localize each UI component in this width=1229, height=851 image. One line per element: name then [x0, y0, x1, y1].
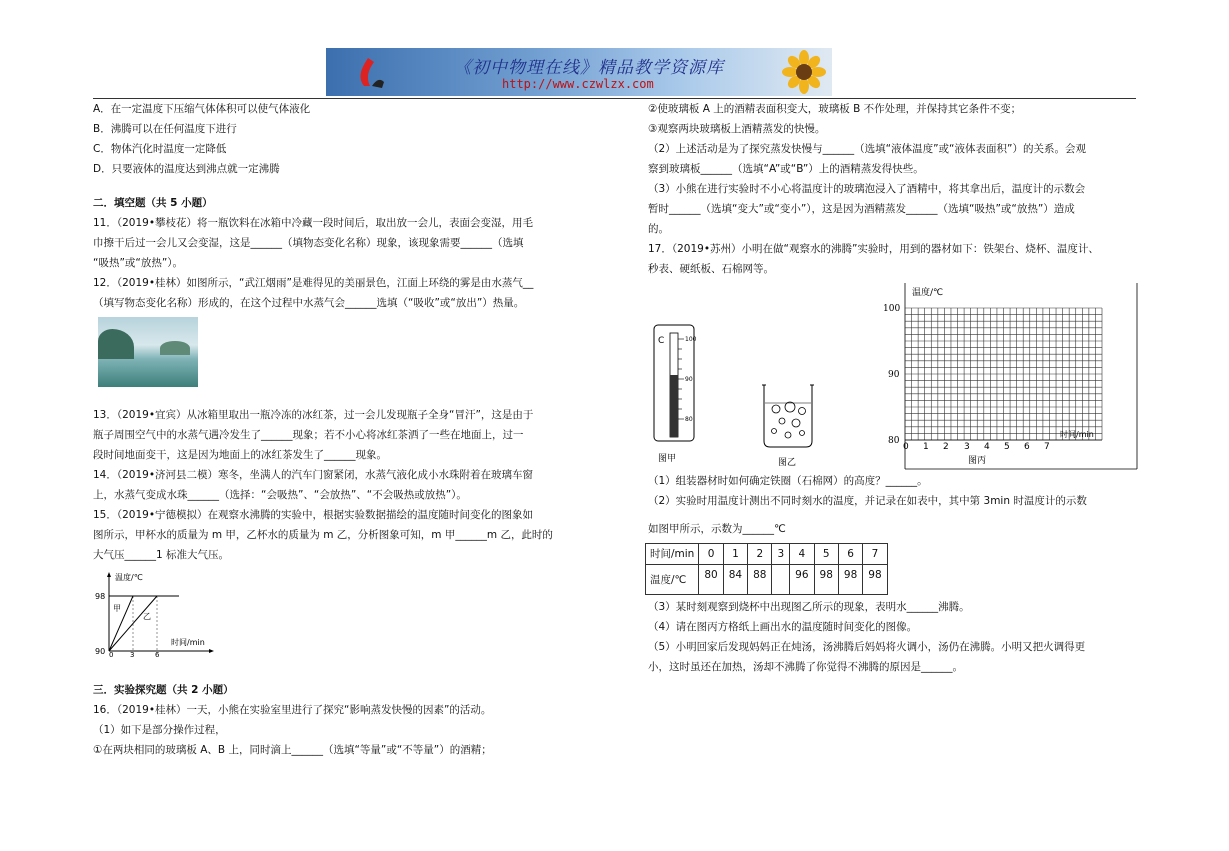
q16-line: ①在两块相同的玻璃板 A、B 上，同时滴上______（选填“等量”或“不等量”）的酒精；	[93, 744, 492, 756]
table-cell	[772, 565, 790, 595]
table-cell: 98	[838, 565, 862, 595]
series-b-label: 乙	[143, 612, 151, 621]
bubbles	[772, 402, 806, 438]
q17-part-line: （1）组装器材时如何确定铁圈（石棉网）的高度？______。	[648, 475, 928, 487]
q11-line: 巾擦干后过一会儿又会变湿，这是______（填物态变化名称）现象，该现象需要______（选填	[93, 237, 524, 249]
sunflower-icon	[782, 50, 826, 94]
q12-line: （填写物态变化名称）形成的，在这个过程中水蒸气会______选填（“吸收”或“放出”）热量。	[93, 297, 525, 309]
thermometer-tick-label: 100	[685, 336, 697, 343]
thermometer-liquid	[670, 375, 678, 437]
q16-cont-line: 的。	[648, 223, 669, 235]
q17-more-line: （4）请在图丙方格纸上画出水的温度随时间变化的图像。	[648, 621, 918, 633]
q17-more-line: （5）小明回家后发现妈妈正在炖汤，汤沸腾后妈妈将火调小，汤仍在沸腾。小明又把火调得更	[648, 641, 1086, 653]
table-cell: 98	[814, 565, 838, 595]
y-tick-label: 90	[95, 647, 106, 656]
q16-cont-line: （2）上述活动是为了探究蒸发快慢与______（选填“液体温度”或“液体表面积”）的关系。会观	[648, 143, 1086, 155]
section-experiment-heading: 三．实验探究题（共 2 小题）	[93, 684, 234, 696]
grid-x-tick: 7	[1044, 442, 1050, 452]
grid-y-tick: 100	[883, 304, 901, 314]
q16-cont-line: ③观察两块玻璃板上酒精蒸发的快慢。	[648, 123, 826, 135]
table-cell: 80	[699, 565, 723, 595]
photo-hill	[160, 341, 190, 355]
fig-b-label: 图乙	[778, 458, 797, 468]
table-cell: 7	[863, 544, 887, 565]
q17-line: 17．（2019•苏州）小明在做“观察水的沸腾”实验时，用到的器材如下：铁架台、烧杯、温度计、	[648, 243, 1099, 255]
graph-xlabel: 时间/min	[171, 638, 205, 647]
thermometer-figure	[650, 323, 700, 471]
fig-c-label: 图丙	[968, 456, 987, 466]
section-fill-blank-heading: 二．填空题（共 5 小题）	[93, 197, 213, 209]
table-cell: 3	[772, 544, 790, 565]
q15-line: 大气压______1 标准大气压。	[93, 549, 230, 561]
q17-more-line: 小，这时虽还在加热，汤却不沸腾了你觉得不沸腾的原因是______。	[648, 661, 963, 673]
table-cell: 96	[790, 565, 814, 595]
option-c: C．物体汽化时温度一定降低	[93, 143, 227, 155]
banner-title: 《初中物理在线》精品教学资源库	[454, 58, 724, 78]
grid-x-ticks	[903, 442, 1050, 452]
q12-line: 12．（2019•桂林）如图所示，“武江烟雨”是难得见的美丽景色，江面上环绕的雾是由水蒸气__	[93, 277, 534, 289]
grid-lines	[905, 308, 1102, 440]
q16-cont-line: 暂时______（选填“变大”或“变小”），这是因为酒精蒸发______（选填“吸热”或“放热”）造成	[648, 203, 1075, 215]
q14-line: 上，水蒸气变成水珠______（选择：“会吸热”、“会放热”、“不会吸热或放热”）。	[93, 489, 467, 501]
grid-xlabel: 时间/min	[1060, 430, 1094, 439]
beaker-figure	[758, 381, 818, 471]
q14-line: 14．（2019•济河县二模）寒冬，坐满人的汽车门窗紧闭，水蒸气液化成小水珠附着在玻璃车窗	[93, 469, 534, 481]
q16-cont-line: （3）小熊在进行实验时不小心将温度计的玻璃泡浸入了酒精中，将其拿出后，温度计的示数会	[648, 183, 1086, 195]
q16-line: （1）如下是部分操作过程，	[93, 724, 226, 736]
table-cell: 6	[838, 544, 862, 565]
right-column	[648, 99, 1148, 677]
series-a-label: 甲	[113, 604, 121, 613]
table-cell: 4	[790, 544, 814, 565]
table-cell: 2	[748, 544, 772, 565]
table-cell: 5	[814, 544, 838, 565]
table-cell: 88	[748, 565, 772, 595]
q15-temperature-graph	[95, 569, 215, 657]
table-row	[646, 565, 888, 595]
option-d: D．只要液体的温度达到沸点就一定沸腾	[93, 163, 280, 175]
q15-line: 图所示，甲杯水的质量为 m 甲，乙杯水的质量为 m 乙，分析图象可知，m 甲______m 乙，此时的	[93, 529, 553, 541]
q17-figures	[648, 281, 1148, 471]
grid-y-tick: 90	[888, 370, 900, 380]
left-column	[93, 99, 593, 760]
q13-line: 13．（2019•宜宾）从冰箱里取出一瓶冷冻的冰红茶，过一会儿发现瓶子全身“冒汗”，这是由于	[93, 409, 534, 421]
option-a: A．在一定温度下压缩气体体积可以使气体液化	[93, 103, 311, 115]
q15-line: 15．（2019•宁德模拟）在观察水沸腾的实验中，根据实验数据描绘的温度随时间变化的图象如	[93, 509, 534, 521]
y-tick-label: 98	[95, 592, 106, 601]
thermometer-tick-label: 90	[685, 376, 693, 383]
table-header-cell: 时间/min	[646, 544, 699, 565]
header-banner	[326, 48, 832, 96]
table-header-cell: 温度/℃	[646, 565, 699, 595]
x-tick-label: 0	[109, 651, 114, 657]
table-cell: 0	[699, 544, 723, 565]
grid-y-tick: 80	[888, 436, 900, 446]
q16-cont-line: 察到玻璃板______（选填“A”或“B”）上的酒精蒸发得快些。	[648, 163, 924, 175]
q11-line: 11．（2019•攀枝花）将一瓶饮料在冰箱中冷藏一段时间后，取出放一会儿，表面会变湿，用毛	[93, 217, 534, 229]
temperature-grid-figure	[876, 283, 1138, 471]
q16-line: 16．（2019•桂林）一天，小熊在实验室里进行了探究“影响蒸发快慢的因素”的活动。	[93, 704, 492, 716]
fig-a-label: 图甲	[658, 454, 677, 464]
grid-x-tick: 0	[903, 442, 909, 452]
grid-x-tick: 4	[984, 442, 990, 452]
grid-x-tick: 6	[1024, 442, 1030, 452]
grid-x-tick: 1	[923, 442, 929, 452]
grid-x-tick: 5	[1004, 442, 1010, 452]
thermometer-unit: C	[658, 336, 665, 346]
y-arrow-icon	[107, 572, 111, 577]
thermometer-tick-label: 80	[685, 416, 693, 423]
q17-more-line: （3）某时刻观察到烧杯中出现图乙所示的现象，表明水______沸腾。	[648, 601, 970, 613]
q13-line: 段时间地面变干，这是因为地面上的冰红茶发生了______现象。	[93, 449, 387, 461]
grid-ylabel: 温度/℃	[912, 288, 944, 298]
table-cell: 84	[723, 565, 747, 595]
table-cell: 1	[723, 544, 747, 565]
q16-cont-line: ②使玻璃板 A 上的酒精表面积变大，玻璃板 B 不作处理，并保持其它条件不变；	[648, 103, 1022, 115]
table-row	[646, 544, 888, 565]
option-b: B．沸腾可以在任何温度下进行	[93, 123, 237, 135]
x-arrow-icon	[209, 649, 214, 653]
logo-icon	[356, 56, 386, 90]
x-tick-label: 6	[155, 651, 160, 657]
graph-ylabel: 温度/℃	[115, 573, 143, 582]
q17-part-line: （2）实验时用温度计测出不同时刻水的温度，并记录在如表中，其中第 3min 时温度计的示数	[648, 495, 1087, 507]
river-fog-photo	[98, 317, 198, 387]
grid-x-tick: 3	[964, 442, 970, 452]
grid-x-tick: 2	[943, 442, 949, 452]
temperature-table	[645, 543, 888, 595]
q17-line: 秒表、硬纸板、石棉网等。	[648, 263, 774, 275]
table-cell: 98	[863, 565, 887, 595]
x-tick-label: 3	[130, 651, 135, 657]
q11-line: “吸热”或“放热”）。	[93, 257, 184, 269]
photo-hill	[98, 329, 134, 359]
q17-reading-line: 如图甲所示，示数为______℃	[648, 523, 786, 535]
banner-url: http://www.czwlzx.com	[502, 77, 654, 91]
q13-line: 瓶子周围空气中的水蒸气遇冷发生了______现象；若不小心将冰红茶洒了一些在地面上，过一	[93, 429, 524, 441]
